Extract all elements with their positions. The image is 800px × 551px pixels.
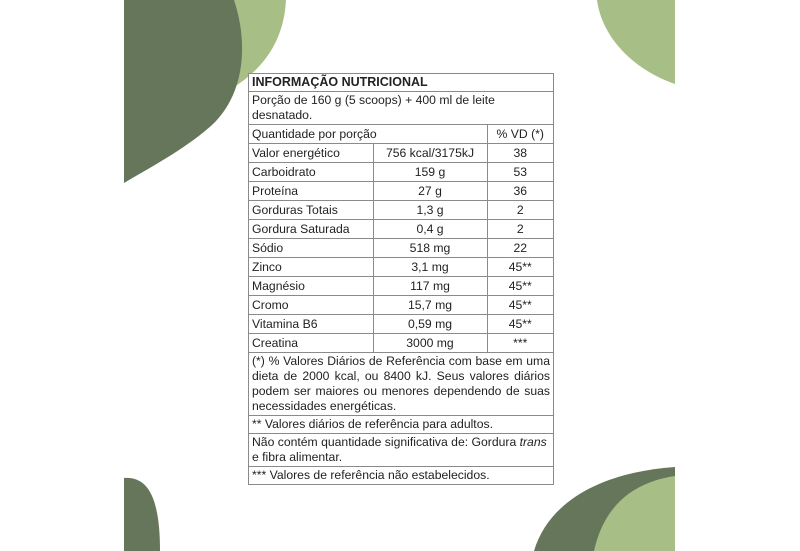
header-quantity: Quantidade por porção <box>249 125 487 144</box>
nutrition-table <box>249 125 553 353</box>
nutrient-amount: 1,3 g <box>373 201 487 220</box>
nutrient-row <box>249 315 553 334</box>
nutrient-name: Creatina <box>249 334 373 353</box>
label-title: INFORMAÇÃO NUTRICIONAL <box>249 74 553 92</box>
nutrient-vd: 38 <box>487 144 553 163</box>
nutrient-vd: 45** <box>487 315 553 334</box>
nutrient-amount: 3,1 mg <box>373 258 487 277</box>
nutrient-row <box>249 163 553 182</box>
nutrient-amount: 117 mg <box>373 277 487 296</box>
footnote-adults: ** Valores diários de referência para adultos. <box>249 416 553 434</box>
nutrient-name: Proteína <box>249 182 373 201</box>
table-header-row <box>249 125 553 144</box>
nutrient-amount: 159 g <box>373 163 487 182</box>
top-left-dark-blob <box>124 0 242 183</box>
nutrient-amount: 3000 mg <box>373 334 487 353</box>
nutrient-amount: 756 kcal/3175kJ <box>373 144 487 163</box>
nutrient-row <box>249 239 553 258</box>
nutrient-vd: 45** <box>487 277 553 296</box>
nutrient-amount: 15,7 mg <box>373 296 487 315</box>
nutrient-name: Carboidrato <box>249 163 373 182</box>
serving-size: Porção de 160 g (5 scoops) + 400 ml de leite desnatado. <box>249 92 553 125</box>
nutrient-row <box>249 182 553 201</box>
top-right-light-blob <box>597 0 675 84</box>
nutrient-amount: 0,4 g <box>373 220 487 239</box>
nutrient-amount: 0,59 mg <box>373 315 487 334</box>
nutrient-vd: *** <box>487 334 553 353</box>
nutrient-row <box>249 201 553 220</box>
footnote-not-established: *** Valores de referência não estabelecidos. <box>252 468 490 482</box>
nutrient-name: Magnésio <box>249 277 373 296</box>
nutrient-vd: 2 <box>487 201 553 220</box>
nutrient-amount: 27 g <box>373 182 487 201</box>
nutrient-row <box>249 277 553 296</box>
bottom-left-dark-blob <box>124 478 160 551</box>
nutrient-name: Valor energético <box>249 144 373 163</box>
nutrient-vd: 53 <box>487 163 553 182</box>
nutrient-name: Sódio <box>249 239 373 258</box>
nutrition-facts-label <box>248 73 554 485</box>
nutrient-row <box>249 296 553 315</box>
footnote-not-significant <box>249 434 553 467</box>
footnote-trans-word: trans <box>519 435 547 449</box>
nutrient-vd: 22 <box>487 239 553 258</box>
nutrient-name: Gordura Saturada <box>249 220 373 239</box>
footnote-not-significant-text: Não contém quantidade significativa de: Gordura <box>252 435 520 449</box>
nutrient-vd: 45** <box>487 296 553 315</box>
nutrient-name: Zinco <box>249 258 373 277</box>
nutrient-amount: 518 mg <box>373 239 487 258</box>
nutrient-name: Cromo <box>249 296 373 315</box>
nutrient-row <box>249 220 553 239</box>
nutrient-row <box>249 334 553 353</box>
nutrient-vd: 45** <box>487 258 553 277</box>
footnote-not-significant-tail: e fibra alimentar. <box>252 450 343 464</box>
nutrient-row <box>249 258 553 277</box>
nutrient-vd: 2 <box>487 220 553 239</box>
header-vd: % VD (*) <box>487 125 553 144</box>
nutrient-vd: 36 <box>487 182 553 201</box>
footnote-daily-values: (*) % Valores Diários de Referência com base em uma dieta de 2000 kcal, ou 8400 kJ. Seus valores diários podem ser maiores ou menores dependendo de suas necessidades energéticas. <box>249 353 553 416</box>
nutrient-name: Gorduras Totais <box>249 201 373 220</box>
nutrient-name: Vitamina B6 <box>249 315 373 334</box>
nutrient-row <box>249 144 553 163</box>
